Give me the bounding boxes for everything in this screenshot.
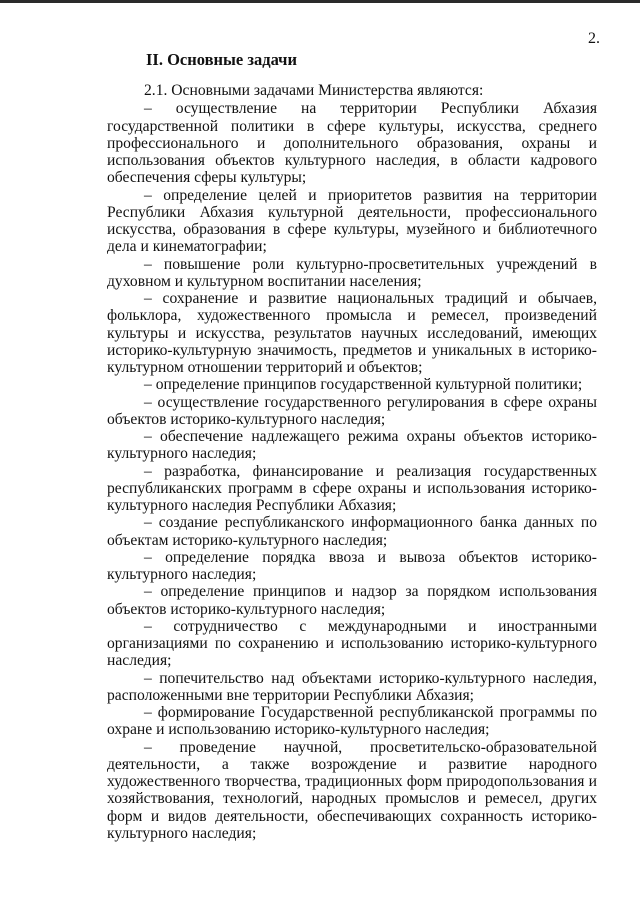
section-title: II. Основные задачи	[146, 50, 297, 69]
task-item-7: – обеспечение надлежащего режима охраны объектов историко-культурного наследия;	[107, 428, 597, 463]
task-item-11: – определение принципов и надзор за порядком использования объектов историко-культурного наследия;	[107, 583, 597, 618]
task-item-3: – повышение роли культурно-просветительных учреждений в духовном и культурном воспитании населения;	[107, 255, 597, 290]
task-item-5: – определение принципов государственной культурной политики;	[144, 376, 583, 394]
task-item-4: – сохранение и развитие национальных традиций и обычаев, фольклора, художественного промысла и ремесел, произведений культуры и искусства, результатов научных исследований, имеющих историко-культурную значимость, предметов и уникальных в историко-культурном отношении территорий и объектов;	[107, 290, 597, 376]
page-top-border	[0, 0, 640, 3]
intro-paragraph: 2.1. Основными задачами Министерства являются:	[144, 82, 484, 99]
task-item-12: – сотрудничество с международными и иностранными организациями по сохранению и использованию историко-культурного наследия;	[107, 617, 597, 670]
task-item-1: – осуществление на территории Республики Абхазия государственной политики в сфере культуры, искусства, среднего профессионального и дополнительного образования, охраны и использования объектов культурного наследия, в области кадрового обеспечения сферы культуры;	[107, 100, 597, 187]
page-number: 2.	[588, 30, 600, 47]
task-item-8: – разработка, финансирование и реализация государственных республиканских программ в сфере охраны и использования историко-культурного наследия Республики Абхазия;	[107, 462, 597, 514]
task-item-9: – создание республиканского информационного банка данных по объектам историко-культурного наследия;	[107, 514, 597, 549]
task-item-2: – определение целей и приоритетов развития на территории Республики Абхазия культурной деятельности, профессионального искусства, образования в сфере культуры, музейного и библиотечного дела и кинематографии;	[107, 186, 597, 256]
task-item-6: – осуществление государственного регулирования в сфере охраны объектов историко-культурного наследия;	[107, 393, 597, 428]
document-body	[107, 82, 597, 842]
task-item-13: – попечительство над объектами историко-культурного наследия, расположенными вне территории Республики Абхазия;	[107, 669, 597, 704]
task-item-14: – формирование Государственной республиканской программы по охране и использованию историко-культурного наследия;	[107, 704, 597, 739]
task-item-15: – проведение научной, просветительско-образовательной деятельности, а также возрождение и развитие народного художественного творчества, традиционных форм природопользования и хозяйствования, технологий, народных промыслов и ремесел, других форм и видов деятельности, обеспечивающих сохранность историко-культурного наследия;	[107, 738, 597, 842]
task-item-10: – определение порядка ввоза и вывоза объектов историко-культурного наследия;	[107, 548, 597, 583]
